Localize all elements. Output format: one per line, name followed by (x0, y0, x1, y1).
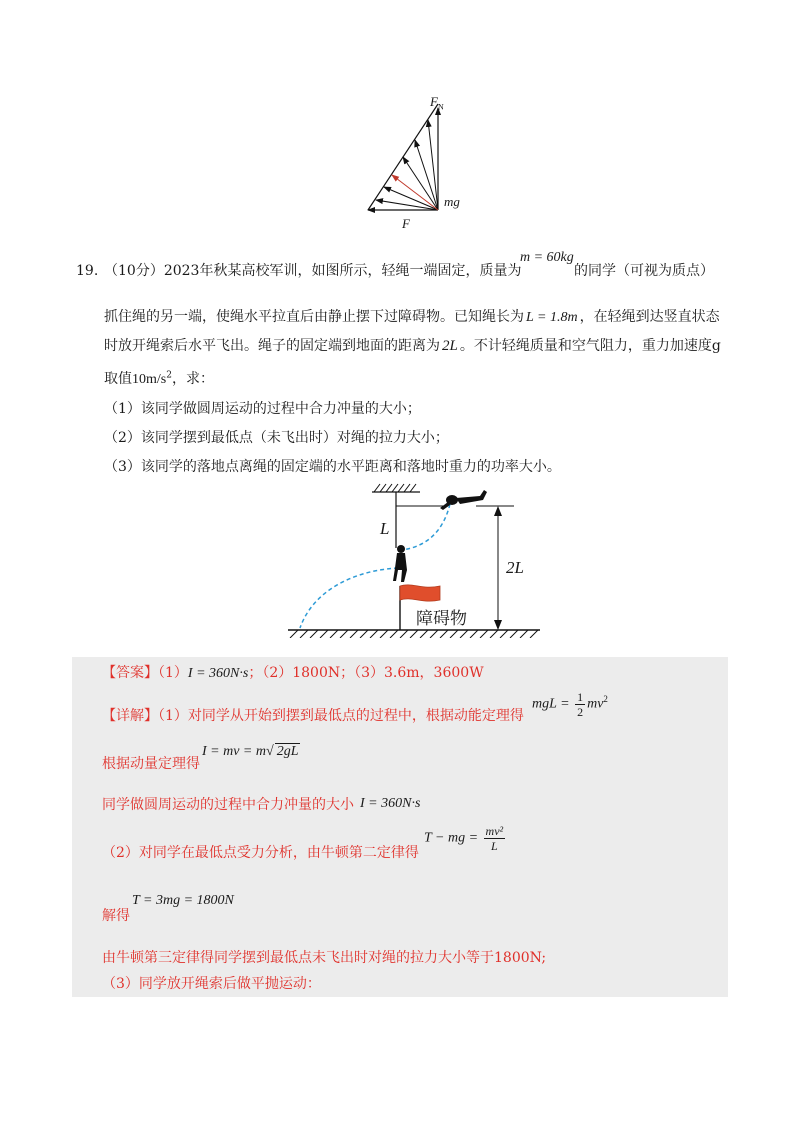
equation-tension: T = 3mg = 1800N (132, 893, 234, 908)
mg-label: mg (444, 194, 460, 209)
fn-label: $F_N$ (430, 94, 444, 112)
detail-line-1: 【详解】（1）对同学从开始到摆到最低点的过程中，根据动能定理得 (102, 708, 524, 724)
equation-newton: T − mg = $\frac{\text{mv²}}{L}$ (424, 824, 504, 853)
question-line-3: 时放开绳索后水平飞出。绳子的固定端到地面的距离为 2L 。不计轻绳质量和空气阻力，重力加速度g (104, 338, 721, 354)
detail-line-5: 解得 (102, 908, 130, 924)
force-diagram (360, 90, 470, 235)
sub-question-2: （2）该同学摆到最低点（未飞出时）对绳的拉力大小； (104, 430, 449, 446)
projectile-path (300, 568, 398, 628)
question-line-1: （10分）2023年秋某高校军训，如图所示，轻绳一端固定，质量为 (104, 263, 522, 279)
person-start (440, 490, 487, 510)
mass-equation: m = 60kg (520, 250, 574, 265)
question-line-1b: 的同学（可视为质点） (574, 263, 714, 279)
equation-impulse: I = 360N·s (360, 796, 421, 811)
f-label: F (402, 216, 410, 231)
rope-length-label: L (380, 519, 390, 538)
detail-line-7: （3）同学放开绳索后做平抛运动： (102, 976, 321, 992)
equation-energy: mgL = $\frac{1}{2}$ $mv^2$ (532, 690, 608, 719)
question-number: 19. (76, 263, 99, 279)
sub-question-3: （3）该同学的落地点离绳的固定端的水平距离和落地时重力的功率大小。 (104, 459, 561, 475)
person-bottom (393, 545, 407, 582)
answer-line: 【答案】（1）I = 360N·s；（2）1800N；（3）3.6m，3600W (102, 665, 484, 681)
sub-question-1: （1）该同学做圆周运动的过程中合力冲量的大小； (104, 401, 421, 417)
detail-line-2: 根据动量定理得 (102, 756, 200, 772)
swing-path (402, 504, 450, 550)
red-vector (392, 175, 438, 210)
question-line-4: 取值$10m/s^2$，求： (104, 370, 214, 387)
equation-momentum: I = mv = m√ 2gL (202, 744, 299, 759)
detail-line-6: 由牛顿第三定律得同学摆到最低点未飞出时对绳的拉力大小等于1800N; (102, 950, 547, 966)
height-label: 2L (506, 558, 524, 577)
detail-line-3: 同学做圆周运动的过程中合力冲量的大小 (102, 797, 354, 813)
obstacle-flag (400, 585, 440, 601)
question-line-2: 抓住绳的另一端，使绳水平拉直后由静止摆下过障碍物。已知绳长为 L = 1.8m ，在轻绳到达竖直状态 (104, 309, 720, 325)
detail-line-4: （2）对同学在最低点受力分析，由牛顿第二定律得 (102, 845, 419, 861)
obstacle-label: 障碍物 (416, 609, 467, 629)
